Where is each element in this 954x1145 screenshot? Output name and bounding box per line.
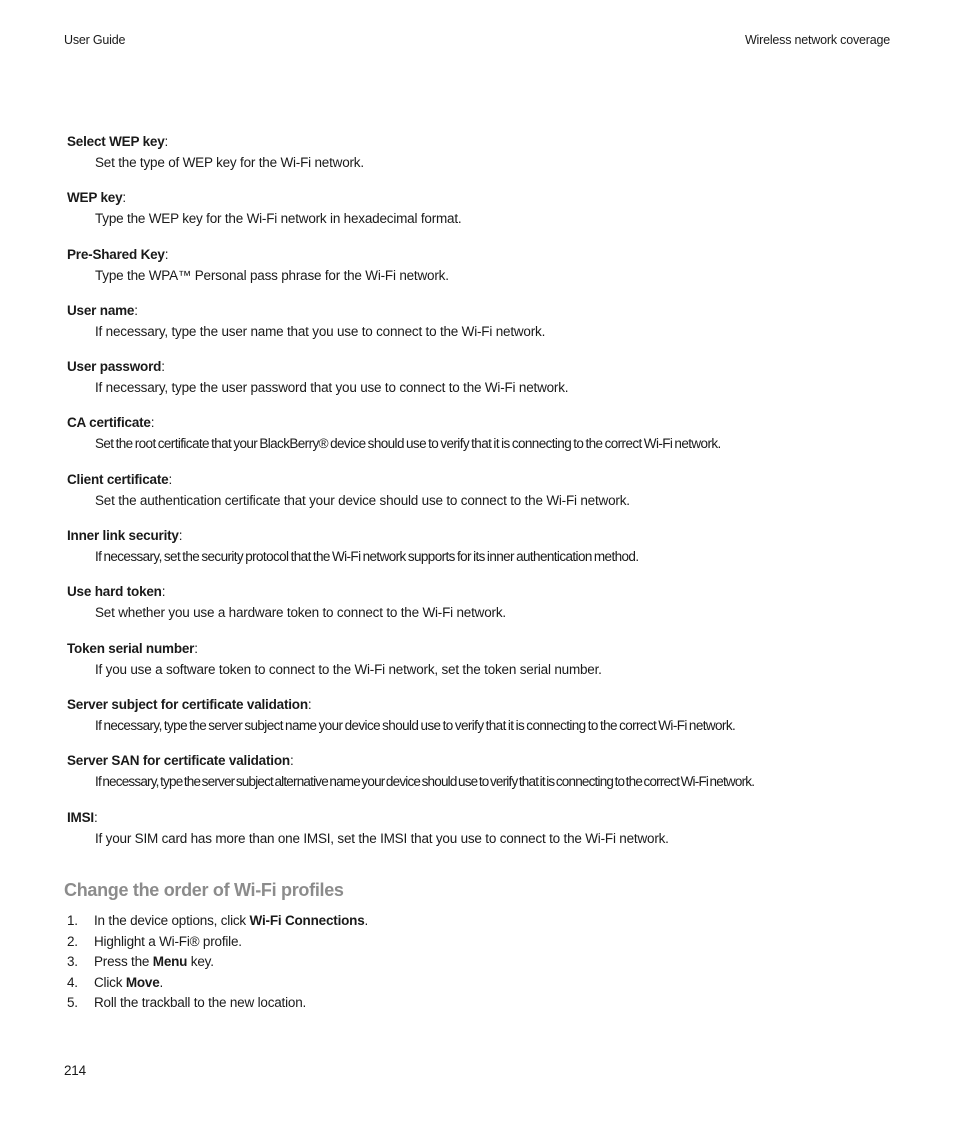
step-ui-term: Wi-Fi Connections: [249, 913, 365, 928]
term-colon: :: [134, 302, 138, 318]
definition-item: [67, 246, 897, 302]
term-colon: :: [150, 415, 155, 431]
term-colon: :: [168, 471, 172, 487]
definition-term: Client certificate: [67, 471, 169, 487]
definition-description: If necessary, type the user name that you use to connect to the Wi-Fi network.: [95, 323, 546, 339]
settings-definition-list: [67, 133, 897, 865]
definition-description: If you use a software token to connect to the Wi-Fi network, set the token serial number.: [95, 661, 602, 677]
definition-term: Server subject for certificate validation: [67, 696, 308, 712]
definition-description: If your SIM card has more than one IMSI, set the IMSI that you use to connect to the Wi-Fi network.: [95, 830, 669, 846]
definition-term: Server SAN for certificate validation: [67, 753, 290, 769]
definition-term: User password: [67, 359, 162, 375]
definition-term: Inner link security: [67, 528, 179, 544]
step-item: [67, 993, 368, 1014]
definition-description: Type the WEP key for the Wi-Fi network in hexadecimal format.: [95, 211, 462, 227]
step-text-end: .: [364, 913, 369, 928]
definition-description: Set the root certificate that your BlackBerry® device should use to verify that it is connecting to the correct Wi-Fi network.: [95, 436, 721, 452]
step-text-end: key.: [187, 954, 214, 970]
definition-term: User name: [67, 302, 135, 318]
definition-item: [67, 809, 897, 865]
step-text: Press the: [94, 954, 153, 970]
definition-term: Use hard token: [67, 584, 162, 600]
definition-description: Set the authentication certificate that your device should use to connect to the Wi-Fi network.: [95, 492, 630, 508]
definition-item: [67, 471, 897, 527]
step-ui-term: Move: [125, 974, 160, 990]
step-text-end: .: [159, 974, 164, 990]
step-text: Highlight a Wi-Fi® profile.: [94, 933, 242, 949]
term-colon: :: [161, 584, 166, 600]
definition-item: [67, 640, 897, 696]
definition-item: [67, 302, 897, 358]
step-number: 3.: [67, 954, 78, 970]
running-header-section: Wireless network coverage: [744, 33, 890, 47]
definition-description: Type the WPA™ Personal pass phrase for the Wi-Fi network.: [95, 267, 449, 283]
term-colon: :: [93, 809, 98, 825]
term-colon: :: [164, 246, 169, 262]
definition-description: If necessary, type the server subject alternative name your device should use to verify that it is connecting to the correct Wi-Fi network.: [95, 774, 755, 790]
page-number: 214: [64, 1063, 86, 1078]
definition-item: [67, 583, 897, 639]
step-item: [67, 932, 368, 953]
step-ui-term: Menu: [152, 954, 188, 970]
term-colon: :: [178, 528, 183, 544]
step-number: 4.: [67, 974, 78, 990]
step-number: 2.: [67, 933, 78, 949]
definition-description: If necessary, set the security protocol that the Wi-Fi network supports for its inner authentication method.: [95, 549, 639, 565]
definition-term: CA certificate: [67, 415, 151, 431]
definition-description: Set whether you use a hardware token to connect to the Wi-Fi network.: [95, 605, 506, 621]
definition-description: Set the type of WEP key for the Wi-Fi network.: [95, 155, 364, 170]
definition-item: [67, 133, 897, 189]
definition-item: [67, 527, 897, 583]
term-colon: :: [122, 190, 126, 206]
step-item: [67, 911, 368, 932]
definition-item: [67, 696, 897, 752]
step-number: 1.: [67, 913, 78, 928]
procedure-steps: [67, 911, 368, 1014]
term-colon: :: [307, 696, 312, 712]
term-colon: :: [164, 134, 169, 149]
definition-item: [67, 752, 897, 808]
step-text: Click: [94, 974, 126, 990]
definition-item: [67, 414, 897, 470]
definition-item: [67, 189, 897, 245]
term-colon: :: [161, 359, 165, 375]
step-text: In the device options, click: [94, 913, 250, 928]
definition-term: Select WEP key: [67, 134, 165, 149]
definition-description: If necessary, type the server subject name your device should use to verify that it is connecting to the correct Wi-Fi network.: [95, 717, 736, 733]
section-heading: Change the order of Wi-Fi profiles: [64, 880, 344, 900]
term-colon: :: [289, 753, 294, 769]
step-item: [67, 973, 368, 994]
definition-term: IMSI: [67, 809, 94, 825]
step-number: 5.: [67, 995, 78, 1011]
step-text: Roll the trackball to the new location.: [94, 995, 307, 1011]
definition-item: [67, 358, 897, 414]
running-header-title: User Guide: [64, 33, 126, 47]
definition-term: Pre-Shared Key: [67, 246, 165, 262]
term-colon: :: [194, 640, 198, 656]
definition-description: If necessary, type the user password that you use to connect to the Wi-Fi network.: [95, 380, 569, 396]
definition-term: Token serial number: [67, 640, 195, 656]
step-item: [67, 952, 368, 973]
definition-term: WEP key: [67, 190, 123, 206]
